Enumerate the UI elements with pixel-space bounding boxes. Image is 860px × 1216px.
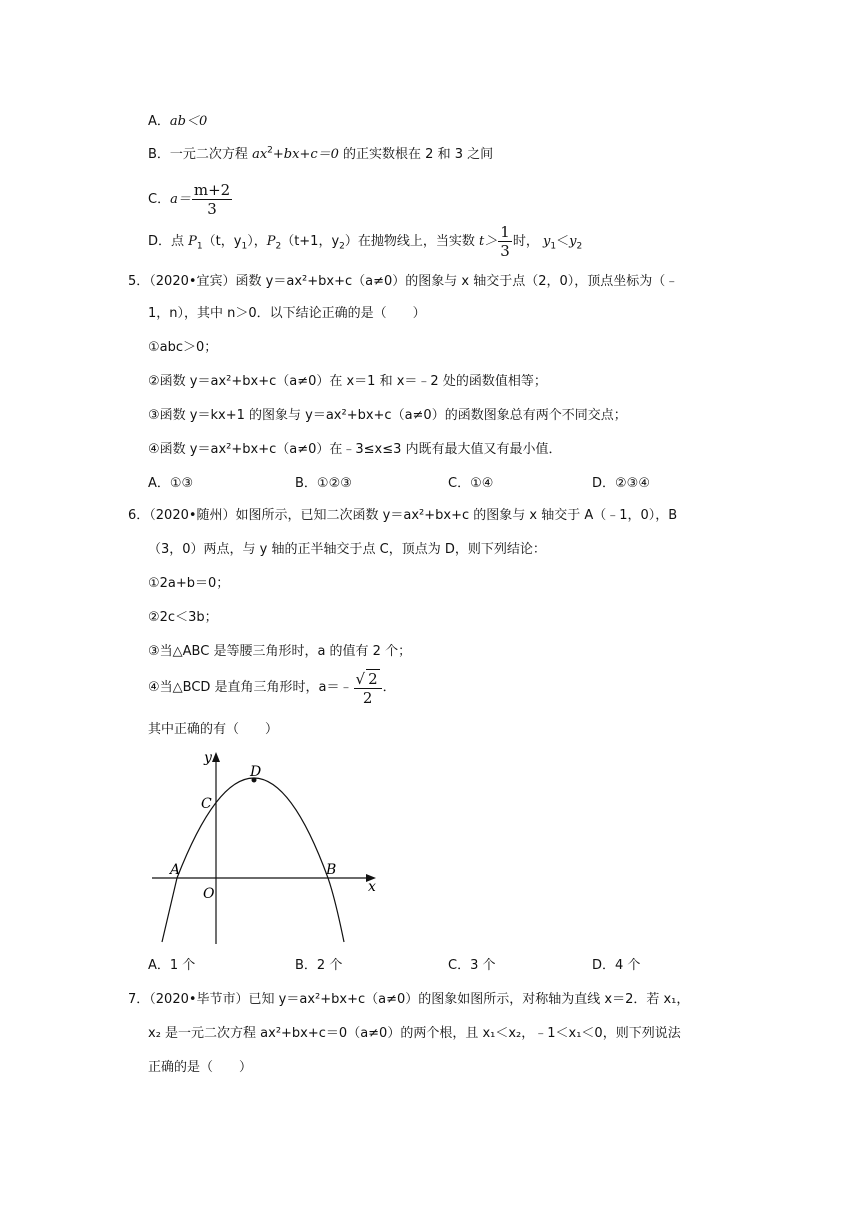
q5-choice-c: C．①④ [448, 476, 494, 491]
q5-statement-3: ③函数 y＝kx+1 的图象与 y＝ax²+bx+c（a≠0）的函数图象总有两个不同交点； [148, 408, 627, 423]
q5-choice-b: B．①②③ [295, 476, 352, 491]
q5-statement-2: ②函数 y＝ax²+bx+c（a≠0）在 x＝1 和 x＝﹣2 处的函数值相等； [148, 374, 547, 389]
q5-statement-4: ④函数 y＝ax²+bx+c（a≠0）在﹣3≤x≤3 内既有最大值又有最小值． [148, 442, 562, 457]
label-d: D [250, 764, 262, 780]
q6-choice-b: B．2 个 [295, 958, 343, 973]
q6-statement-4: ④当△BCD 是直角三角形时，a＝﹣ $\frac{√ 2}{2}$ ． [148, 669, 396, 707]
parabola-curve [162, 778, 344, 942]
q4-option-a: A．ab＜0 [148, 114, 208, 129]
q5-stem-line2: 1，n），其中 n＞0．以下结论正确的是（ ） [148, 306, 426, 321]
q6-choice-d: D．4 个 [592, 958, 641, 973]
label-b: B [326, 862, 337, 878]
q5-choice-a: A．①③ [148, 476, 194, 491]
x-axis-label: x [368, 879, 376, 895]
label-c: C [201, 796, 212, 812]
q6-stem-line1: 6．（2020•随州）如图所示，已知二次函数 y＝ax²+bx+c 的图象与 x 轴交于 A（﹣1，0），B [128, 508, 678, 523]
q6-stem-line2: （3，0）两点，与 y 轴的正半轴交于点 C，顶点为 D，则下列结论： [148, 542, 546, 557]
fraction: $\frac{√ 2}{2}$ [354, 669, 382, 707]
q7-stem-line1: 7．（2020•毕节市）已知 y＝ax²+bx+c（a≠0）的图象如图所示，对称轴为直线 x＝2．若 x₁， [128, 992, 690, 1007]
q4-option-c: C．a＝ $\frac{m+2}{3}$ [148, 181, 231, 218]
q6-statement-2: ②2c＜3b； [148, 610, 218, 625]
q4-option-b: B．一元二次方程 $ax^2+bx+c=0$ 的正实数根在 2 和 3 之间 [148, 145, 494, 162]
q5-choice-d: D．②③④ [592, 476, 650, 491]
q6-choice-c: C．3 个 [448, 958, 496, 973]
y-axis-label: y [204, 750, 212, 766]
q7-stem-line3: 正确的是（ ） [148, 1060, 253, 1075]
q6-statement-3: ③当△ABC 是等腰三角形时，a 的值有 2 个； [148, 644, 412, 659]
fraction: $\frac{1}{3}$ [500, 223, 510, 260]
label-a: A [170, 862, 181, 878]
q7-stem-line2: x₂ 是一元二次方程 ax²+bx+c＝0（a≠0）的两个根，且 x₁＜x₂，﹣1＜x₁＜0，则下列说法 [148, 1026, 681, 1041]
y-axis-arrow [212, 752, 220, 762]
q5-stem-line1: 5．（2020•宜宾）函数 y＝ax²+bx+c（a≠0）的图象与 x 轴交于点（2，0），顶点坐标为（﹣ [128, 274, 679, 289]
q6-ask: 其中正确的有（ ） [148, 722, 279, 737]
q6-statement-1: ①2a+b＝0； [148, 576, 230, 591]
q5-statement-1: ①abc＞0； [148, 340, 218, 355]
fraction: $\frac{m+2}{3}$ [193, 181, 231, 218]
q6-choice-a: A．1 个 [148, 958, 196, 973]
label-o: O [203, 886, 215, 902]
q4-option-d: D．点 $P_1(t$，$y_1$），$P_2(t+1$，$y_2$）在抛物线上，当实数 t＞ $\frac{1}{3}$ 时， $y_1<y_2$ [148, 223, 583, 260]
parabola-figure [140, 748, 390, 948]
